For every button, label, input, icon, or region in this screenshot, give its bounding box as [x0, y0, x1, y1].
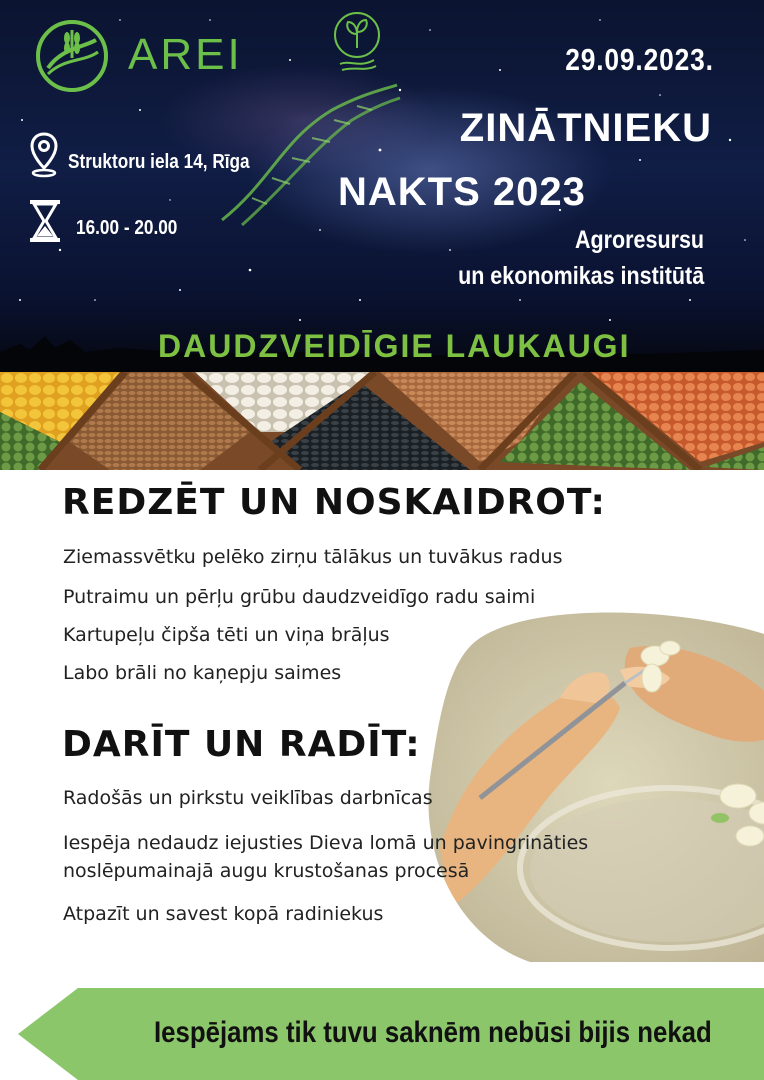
title-line-2: NAKTS 2023 — [338, 170, 586, 214]
do-item-2-line-2: noslēpumainajā augu krustošanas procesā — [63, 860, 470, 882]
see-item-3: Kartupeļu čipša tēti un viņa brāļus — [63, 624, 390, 646]
event-date: 29.09.2023. — [565, 42, 714, 77]
do-item-1: Radošās un pirkstu veiklības darbnīcas — [63, 787, 433, 809]
event-subtitle: DAUDZVEIDĪGIE LAUKAUGI — [158, 328, 631, 364]
event-time: 16.00 - 20.00 — [76, 217, 178, 239]
institute-line-1: Agroresursu — [574, 226, 704, 254]
title-line-1: ZINĀTNIEKU — [459, 106, 712, 150]
see-item-2: Putraimu un pērļu grūbu daudzveidīgo radu saimi — [63, 586, 536, 608]
arei-logo-icon — [34, 18, 110, 94]
see-item-4: Labo brāli no kaņepju saimes — [63, 662, 342, 684]
seed-tray-image — [0, 372, 764, 470]
location-pin-icon — [30, 132, 58, 178]
section-heading-do: DARĪT UN RADĪT: — [62, 724, 421, 765]
section-heading-see: REDZĒT UN NOSKAIDROT: — [62, 482, 606, 523]
do-item-2-line-1: Iespēja nedaudz iejusties Dieva lomā un pavingrināties — [63, 832, 589, 854]
logo-text: AREI — [128, 30, 243, 79]
do-item-3: Atpazīt un savest kopā radiniekus — [63, 903, 384, 925]
night-sky-header — [0, 0, 764, 372]
event-location: Struktoru iela 14, Rīga — [68, 151, 250, 173]
see-item-1: Ziemassvētku pelēko zirņu tālākus un tuvākus radus — [63, 546, 563, 568]
hourglass-icon — [28, 198, 62, 244]
footer-slogan: Iespējams tik tuvu saknēm nebūsi bijis nekad — [154, 1016, 712, 1049]
institute-line-2: un ekonomikas institūtā — [457, 262, 704, 290]
plant-crossing-photo — [420, 608, 764, 962]
plant-hand-icon — [330, 8, 384, 78]
